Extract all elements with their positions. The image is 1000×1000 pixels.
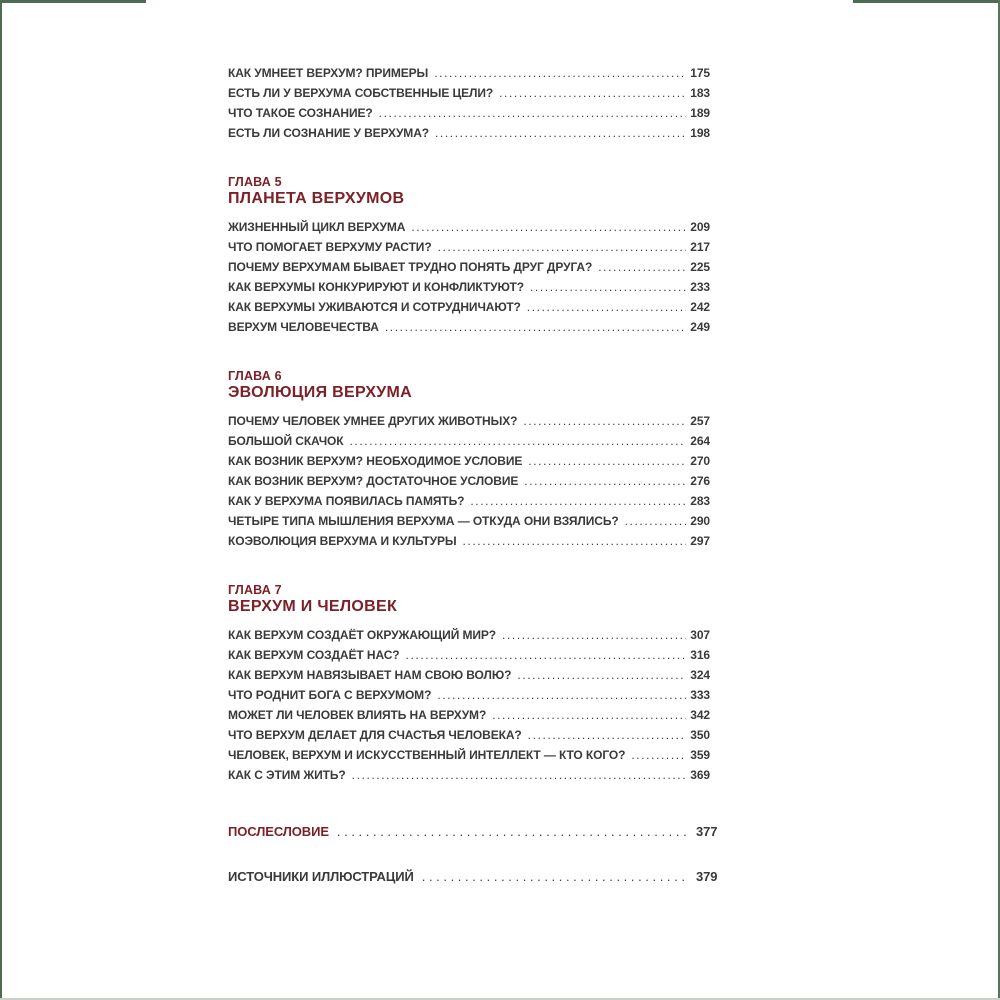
chapter-heading: [228, 174, 710, 208]
toc-entry: [228, 471, 710, 491]
toc-entry-page: 333: [690, 688, 710, 702]
toc-entry-title: ПОСЛЕСЛОВИЕ: [228, 824, 329, 839]
toc-entry-page: 189: [690, 106, 710, 120]
toc-section-continued: [228, 63, 710, 143]
toc-section-chapter-6: [228, 368, 710, 551]
toc-entry-page: 350: [690, 728, 710, 742]
dot-leader: [499, 86, 686, 100]
toc-entry: [228, 63, 710, 83]
toc-entry-page: 233: [690, 280, 710, 294]
dot-leader: [422, 869, 688, 884]
toc-entry: [228, 317, 710, 337]
toc-entry-title: ЧТО ТАКОЕ СОЗНАНИЕ?: [228, 106, 373, 120]
page-border-left: [0, 0, 2, 1000]
toc-entry: [228, 431, 710, 451]
chapter-title: ЭВОЛЮЦИЯ ВЕРХУМА: [228, 384, 413, 401]
dot-leader: [528, 454, 686, 468]
toc-entry-title: ЧТО ВЕРХУМ ДЕЛАЕТ ДЛЯ СЧАСТЬЯ ЧЕЛОВЕКА?: [228, 728, 522, 742]
toc-entry-page: 217: [690, 240, 710, 254]
toc-section-chapter-7: [228, 582, 710, 785]
toc-entry-page: 297: [690, 534, 710, 548]
toc-entry-title: ЧЕТЫРЕ ТИПА МЫШЛЕНИЯ ВЕРХУМА — ОТКУДА ОНИ ВЗЯЛИСЬ?: [228, 514, 619, 528]
toc-entry-title: БОЛЬШОЙ СКАЧОК: [228, 434, 344, 448]
dot-leader: [385, 320, 686, 334]
dot-leader: [350, 434, 687, 448]
toc-entry-title: ПОЧЕМУ ВЕРХУМАМ БЫВАЕТ ТРУДНО ПОНЯТЬ ДРУГ ДРУГА?: [228, 260, 593, 274]
dot-leader: [435, 126, 686, 140]
toc-entry: [228, 83, 710, 103]
chapter-heading: [228, 582, 710, 616]
dot-leader: [502, 628, 686, 642]
dot-leader: [352, 768, 686, 782]
toc-entry: [228, 705, 710, 725]
dot-leader: [406, 648, 686, 662]
toc-entry-title: КАК УМНЕЕТ ВЕРХУМ? ПРИМЕРЫ: [228, 66, 429, 80]
toc-entry-title: КАК ВЕРХУМ СОЗДАЁТ ОКРУЖАЮЩИЙ МИР?: [228, 628, 497, 642]
toc-entry-illustration-sources: [228, 866, 718, 888]
toc-entry-title: КАК ВОЗНИК ВЕРХУМ? ДОСТАТОЧНОЕ УСЛОВИЕ: [228, 474, 519, 488]
dot-leader: [523, 414, 686, 428]
toc-entry-page: 242: [690, 300, 710, 314]
toc-entry: [228, 297, 710, 317]
toc-entry-title: КАК ВЕРХУМ НАВЯЗЫВАЕТ НАМ СВОЮ ВОЛЮ?: [228, 668, 512, 682]
dot-leader: [625, 514, 686, 528]
toc-entry-page: 276: [690, 474, 710, 488]
dot-leader: [530, 280, 686, 294]
dot-leader: [527, 300, 686, 314]
toc-entry-page: 379: [696, 869, 718, 884]
dot-leader: [437, 688, 686, 702]
toc-entry: [228, 451, 710, 471]
toc-entry: [228, 103, 710, 123]
toc-entry-title: КАК У ВЕРХУМА ПОЯВИЛАСЬ ПАМЯТЬ?: [228, 494, 465, 508]
toc-entry-title: ЧТО РОДНИТ БОГА С ВЕРХУМОМ?: [228, 688, 432, 702]
toc-entry-afterword: [228, 821, 718, 843]
toc-entry-page: 359: [690, 748, 710, 762]
chapter-heading: [228, 368, 710, 402]
toc-entry: [228, 277, 710, 297]
dot-leader: [379, 106, 686, 120]
toc-entry: [228, 765, 710, 785]
toc-entry-title: ЖИЗНЕННЫЙ ЦИКЛ ВЕРХУМА: [228, 220, 406, 234]
toc-entry-page: 307: [690, 628, 710, 642]
toc-entry: [228, 237, 710, 257]
dot-leader: [598, 260, 686, 274]
toc-entry: [228, 257, 710, 277]
toc-entry-page: 377: [696, 824, 718, 839]
toc-entry-title: КАК ВЕРХУМЫ КОНКУРИРУЮТ И КОНФЛИКТУЮТ?: [228, 280, 524, 294]
chapter-title: ПЛАНЕТА ВЕРХУМОВ: [228, 190, 405, 207]
toc-entry-page: 369: [690, 768, 710, 782]
dot-leader: [470, 494, 686, 508]
toc-entry-page: 175: [690, 66, 710, 80]
page-border-top-right: [853, 0, 1000, 3]
toc-entry: [228, 531, 710, 551]
toc-entry-title: КАК ВЕРХУМЫ УЖИВАЮТСЯ И СОТРУДНИЧАЮТ?: [228, 300, 521, 314]
toc-entry-page: 270: [690, 454, 710, 468]
toc-entry: [228, 411, 710, 431]
dot-leader: [411, 220, 686, 234]
toc-entry-title: КАК С ЭТИМ ЖИТЬ?: [228, 768, 346, 782]
toc-entry-page: 264: [690, 434, 710, 448]
toc-section-chapter-5: [228, 174, 710, 337]
dot-leader: [337, 824, 688, 839]
toc-entry-title: ЕСТЬ ЛИ СОЗНАНИЕ У ВЕРХУМА?: [228, 126, 429, 140]
chapter-number: ГЛАВА 7: [228, 583, 282, 597]
toc-entry-title: ЧТО ПОМОГАЕТ ВЕРХУМУ РАСТИ?: [228, 240, 432, 254]
toc-entry-page: 209: [690, 220, 710, 234]
page-border-top-left: [0, 0, 146, 3]
toc-entry-title: ЕСТЬ ЛИ У ВЕРХУМА СОБСТВЕННЫЕ ЦЕЛИ?: [228, 86, 494, 100]
toc-entry: [228, 123, 710, 143]
chapter-number: ГЛАВА 6: [228, 369, 282, 383]
toc-entry-title: ЧЕЛОВЕК, ВЕРХУМ И ИСКУССТВЕННЫЙ ИНТЕЛЛЕКТ — КТО КОГО?: [228, 748, 626, 762]
toc-entry-title: ПОЧЕМУ ЧЕЛОВЕК УМНЕЕ ДРУГИХ ЖИВОТНЫХ?: [228, 414, 518, 428]
toc-entry-page: 316: [690, 648, 710, 662]
toc-entry-page: 342: [690, 708, 710, 722]
toc-entry-page: 249: [690, 320, 710, 334]
dot-leader: [524, 474, 686, 488]
toc-entry-title: МОЖЕТ ЛИ ЧЕЛОВЕК ВЛИЯТЬ НА ВЕРХУМ?: [228, 708, 487, 722]
toc-entry: [228, 491, 710, 511]
toc-entry-page: 290: [690, 514, 710, 528]
toc-entry: [228, 217, 710, 237]
toc-entry: [228, 725, 710, 745]
toc-entry-title: ВЕРХУМ ЧЕЛОВЕЧЕСТВА: [228, 320, 379, 334]
toc-entry-page: 225: [690, 260, 710, 274]
toc-entry: [228, 625, 710, 645]
chapter-number: ГЛАВА 5: [228, 175, 282, 189]
dot-leader: [434, 66, 686, 80]
dot-leader: [517, 668, 686, 682]
toc-entry-title: КАК ВОЗНИК ВЕРХУМ? НЕОБХОДИМОЕ УСЛОВИЕ: [228, 454, 523, 468]
toc-entry-page: 183: [690, 86, 710, 100]
toc-entry-page: 324: [690, 668, 710, 682]
chapter-title: ВЕРХУМ И ЧЕЛОВЕК: [228, 598, 398, 615]
toc-entry: [228, 665, 710, 685]
toc-entry-title: КАК ВЕРХУМ СОЗДАЁТ НАС?: [228, 648, 400, 662]
toc-entry-title: ИСТОЧНИКИ ИЛЛЮСТРАЦИЙ: [228, 869, 414, 884]
toc-entry: [228, 511, 710, 531]
toc-entry: [228, 685, 710, 705]
toc-entry-page: 257: [690, 414, 710, 428]
dot-leader: [438, 240, 686, 254]
dot-leader: [492, 708, 686, 722]
toc-content: [228, 0, 718, 888]
toc-entry: [228, 745, 710, 765]
dot-leader: [528, 728, 686, 742]
dot-leader: [463, 534, 687, 548]
toc-entry-title: КОЭВОЛЮЦИЯ ВЕРХУМА И КУЛЬТУРЫ: [228, 534, 457, 548]
dot-leader: [631, 748, 686, 762]
toc-entry-page: 198: [690, 126, 710, 140]
toc-entry-page: 283: [690, 494, 710, 508]
toc-entry: [228, 645, 710, 665]
